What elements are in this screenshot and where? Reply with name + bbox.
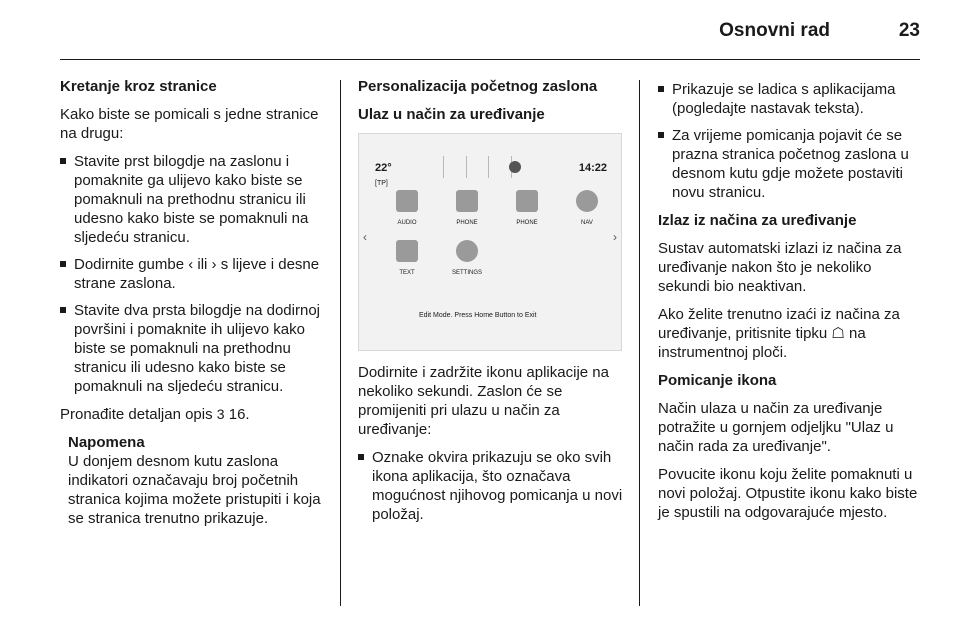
music-note-icon: [396, 190, 418, 212]
note-box: [60, 433, 328, 528]
page-number: 23: [898, 20, 920, 41]
list-item: Dodirnite gumbe ‹ ili › s lijeve i desne strane zaslona.: [60, 255, 328, 293]
bullet-list: [358, 448, 624, 524]
temperature-readout: 22°: [375, 162, 392, 174]
list-item: Za vrijeme pomicanja pojavit će se prazna stranica početnog zaslona u desnom kutu gdje možete postaviti novu stranicu.: [658, 126, 924, 202]
page-title: Osnovni rad: [719, 20, 830, 41]
section-heading: Personalizacija početnog zaslona: [358, 78, 598, 95]
phone-tile-2: PHONE: [505, 190, 549, 233]
note-heading: Napomena: [68, 434, 145, 451]
subsection-heading: Ulaz u način za uređivanje: [358, 106, 545, 123]
reference-arrow-icon: 3: [216, 406, 225, 422]
handset-icon: [516, 190, 538, 212]
message-icon: [396, 240, 418, 262]
section-heading: Pomicanje ikona: [658, 372, 777, 389]
edit-mode-hint: Edit Mode. Press Home Button to Exit: [419, 312, 537, 319]
record-icon: [509, 161, 521, 173]
reference-text: Pronađite detaljan opis 3 16.: [60, 406, 250, 423]
text-tile: TEXT: [385, 240, 429, 283]
column-1: [60, 77, 328, 537]
settings-tile: SETTINGS: [445, 240, 489, 283]
intro-text: Kako biste se pomicali s jedne stranice na drugu:: [60, 106, 319, 142]
section-heading: Kretanje kroz stranice: [60, 78, 217, 95]
gear-icon: [456, 240, 478, 262]
list-item: Stavite prst bilogdje na zaslonu i pomaknite ga ulijevo kako biste se pomaknuli na prethodnu stranicu ili udesno kako biste se pomaknuli na sljedeću stranicu.: [60, 152, 328, 247]
body-text: Dodirnite i zadržite ikonu aplikacije na nekoliko sekundi. Zaslon će se promijeniti pri ulazu u način za uređivanje:: [358, 364, 609, 438]
list-item: Prikazuje se ladica s aplikacijama (pogledajte nastavak teksta).: [658, 80, 924, 118]
chevron-right-icon: ›: [613, 230, 617, 244]
clock-readout: 14:22: [578, 162, 607, 174]
list-item: Stavite dva prsta bilogdje na dodirnoj površini i pomaknite ih ulijevo kako biste se pomaknuli na prethodnu stranicu ili udesno kako biste se pomaknuli na sljedeću stranicu.: [60, 301, 328, 396]
column-2: [358, 77, 624, 533]
column-3: [658, 77, 924, 531]
audio-tile: AUDIO: [385, 190, 429, 233]
note-text: U donjem desnom kutu zaslona indikatori označavaju broj početnih stranica kojima možete pristupiti i koja se stranica trenutno prikazuje.: [68, 453, 321, 527]
column-divider-1: [340, 80, 341, 606]
nav-tile: NAV: [565, 190, 609, 233]
bullet-list: [60, 152, 328, 396]
list-item: Oznake okvira prikazuju se oko svih ikona aplikacija, što označava mogućnost njihovog pomicanja u novi položaj.: [358, 448, 624, 524]
phone-tile: PHONE: [445, 190, 489, 233]
body-text: Sustav automatski izlazi iz načina za uređivanje nakon što je nekoliko sekundi bio neaktivan.: [658, 240, 902, 295]
reference-page-link[interactable]: 16.: [228, 406, 250, 423]
chevron-left-icon: ‹: [363, 230, 367, 244]
phone-icon: [456, 190, 478, 212]
compass-icon: [576, 190, 598, 212]
column-divider-2: [639, 80, 640, 606]
body-text: Ako želite trenutno izaći iz načina za uređivanje, pritisnite tipku ☖ na instrumentnoj ploči.: [658, 306, 900, 361]
header-divider: [60, 59, 920, 60]
home-screen-image: [358, 133, 622, 351]
body-text: Povucite ikonu koju želite pomaknuti u novi položaj. Otpustite ikonu kako biste je spustili na odgovarajuće mjesto.: [658, 466, 918, 521]
body-text: Način ulaza u način za uređivanje potražite u gornjem odjeljku "Ulaz u način rada za uređivanje".: [658, 400, 894, 455]
bullet-list: [658, 80, 924, 202]
section-heading: Izlaz iz načina za uređivanje: [658, 212, 857, 229]
tp-indicator: [TP]: [375, 180, 388, 187]
